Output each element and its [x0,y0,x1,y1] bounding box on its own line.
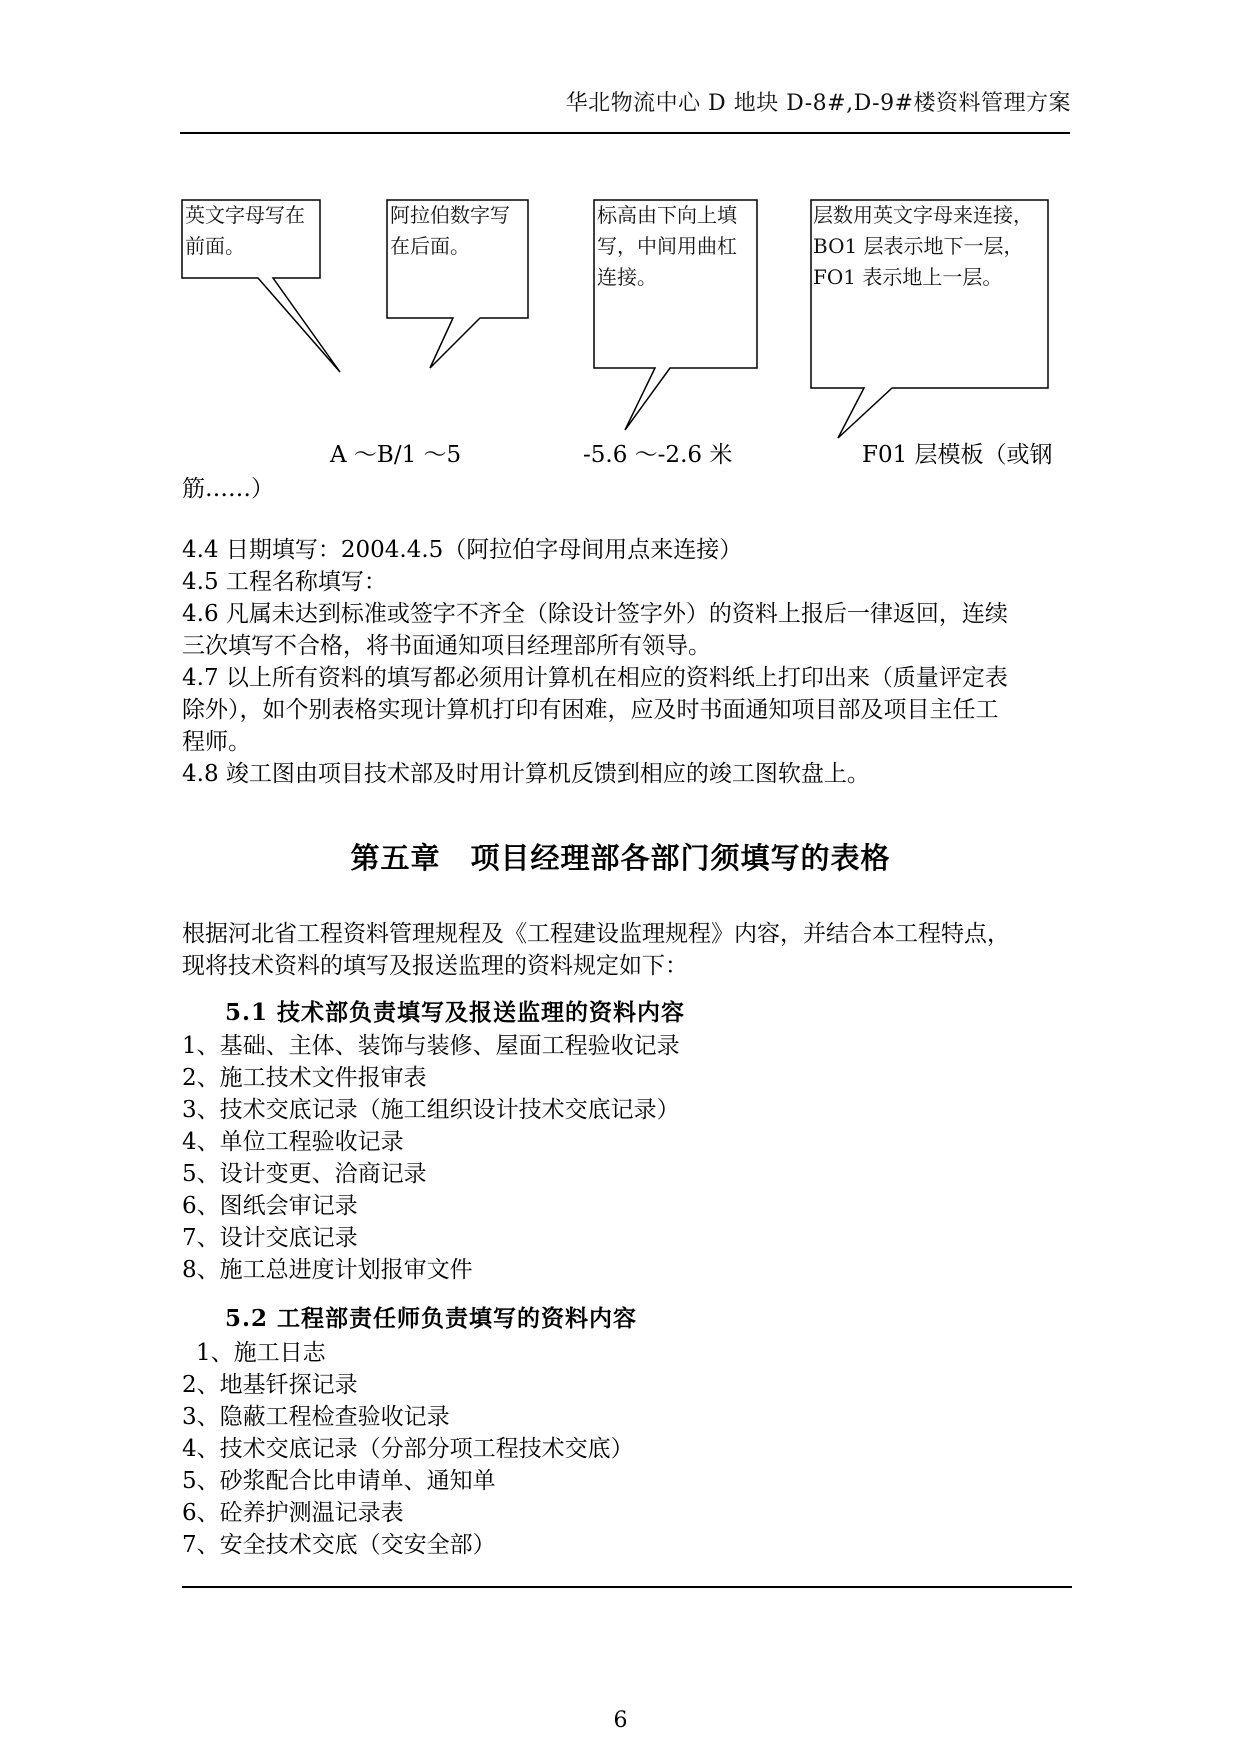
callout-text-2 [390,200,510,262]
formula-elevation: -5.6 ～-2.6 米 [583,442,733,468]
section-4-block [182,534,1008,790]
list-item: 2、施工技术文件报审表 [182,1065,427,1091]
list-item: 2、地基钎探记录 [182,1372,358,1398]
formula-continuation: 筋……） [182,476,274,502]
list-item: 3、技术交底记录（施工组织设计技术交底记录） [182,1097,680,1123]
section-5-2-list [182,1337,634,1561]
page-number: 6 [613,1708,628,1733]
list-item: 5、设计变更、洽商记录 [182,1161,427,1187]
callout-line: 层数用英文字母来连接， [813,203,1033,227]
list-item: 6、砼养护测温记录表 [182,1500,404,1526]
paragraph-line: 现将技术资料的填写及报送监理的资料规定如下： [182,953,688,979]
paragraph-line: 4.7 以上所有资料的填写都必须用计算机在相应的资料纸上打印出来（质量评定表 [182,665,1008,691]
section-5-2-title: 5.2 工程部责任师负责填写的资料内容 [225,1305,638,1332]
list-item: 3、隐蔽工程检查验收记录 [182,1404,450,1430]
formula-axis: A ～B/1 ～5 [330,442,462,468]
callout-line: 阿拉伯数字写 [390,203,510,227]
paragraph-line: 程师。 [182,729,251,755]
list-item: 1、基础、主体、装饰与装修、屋面工程验收记录 [182,1033,680,1059]
callout-line: 连接。 [597,265,657,289]
chapter-intro [182,918,1010,982]
header-rule [180,132,1070,134]
callout-text-1 [185,200,305,262]
section-5-1-list [182,1030,680,1286]
callout-line: FO1 表示地上一层。 [813,265,1003,289]
formula-floor: F01 层模板（或钢 [862,442,1053,468]
paragraph-line: 根据河北省工程资料管理规程及《工程建设监理规程》内容，并结合本工程特点， [182,921,1010,947]
callout-text-4 [813,200,1033,293]
callout-line: 英文字母写在 [185,203,305,227]
paragraph-line: 4.8 竣工图由项目技术部及时用计算机反馈到相应的竣工图软盘上。 [182,761,870,787]
list-item: 4、技术交底记录（分部分项工程技术交底） [182,1436,634,1462]
callout-line: 在后面。 [390,234,470,258]
paragraph-line: 4.5 工程名称填写： [182,569,387,595]
paragraph-line: 除外），如个别表格实现计算机打印有困难，应及时书面通知项目部及项目主任工 [182,697,999,723]
callout-line: 标高由下向上填 [597,203,737,227]
callout-text-3 [597,200,737,293]
paragraph-line: 三次填写不合格，将书面通知项目经理部所有领导。 [182,633,711,659]
callout-line: 前面。 [185,234,245,258]
footer-rule [182,1586,1072,1588]
page-header-title: 华北物流中心 D 地块 D-8#,D-9#楼资料管理方案 [565,91,1071,116]
paragraph-line: 4.6 凡属未达到标准或签字不齐全（除设计签字外）的资料上报后一律返回，连续 [182,601,1008,627]
section-5-1-title: 5.1 技术部负责填写及报送监理的资料内容 [225,999,686,1026]
callout-line: BO1 层表示地下一层， [813,234,1024,258]
callout-line: 写，中间用曲杠 [597,234,737,258]
chapter-title: 第五章 项目经理部各部门须填写的表格 [350,841,891,875]
paragraph-line: 4.4 日期填写：2004.4.5（阿拉伯字母间用点来连接） [182,537,743,563]
list-item: 6、图纸会审记录 [182,1193,358,1219]
list-item: 4、单位工程验收记录 [182,1129,404,1155]
list-item: 7、安全技术交底（交安全部） [182,1532,496,1558]
list-item: 5、砂浆配合比申请单、通知单 [182,1468,496,1494]
list-item: 1、施工日志 [196,1340,326,1366]
list-item: 7、设计交底记录 [182,1225,358,1251]
list-item: 8、施工总进度计划报审文件 [182,1257,473,1283]
